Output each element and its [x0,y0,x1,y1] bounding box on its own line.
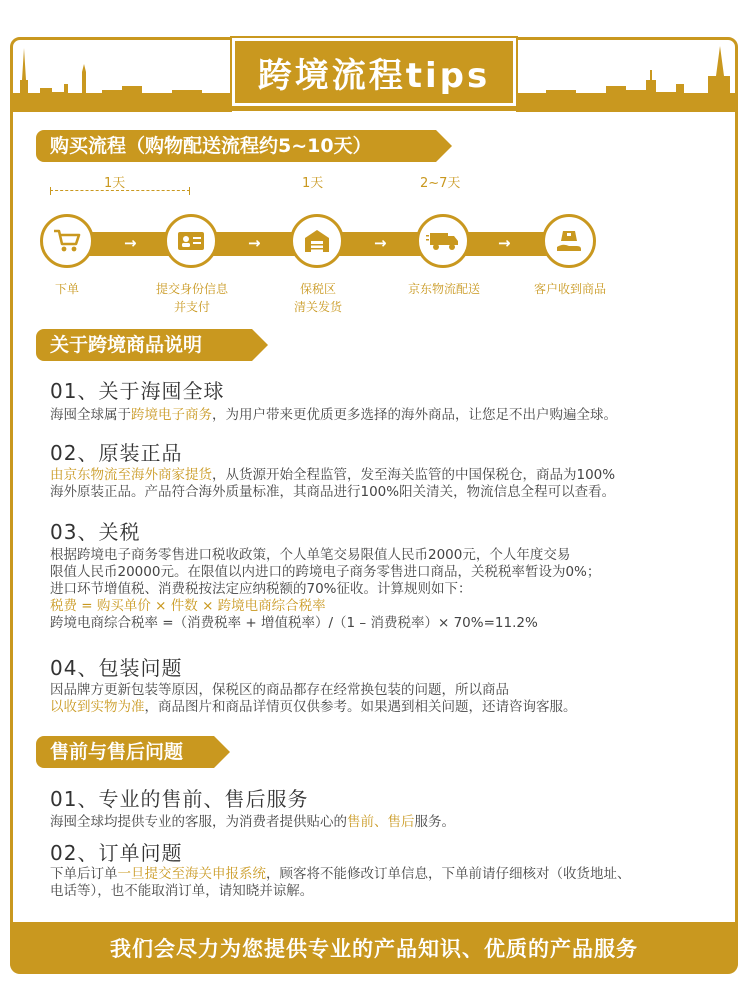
item-paragraph [50,866,631,900]
para-line: 海囤全球属于跨境电子商务，为用户带来更优质更多选择的海外商品，让您足不出户购遍全球。 [50,407,617,423]
para-line: 海囤全球均提供专业的客服，为消费者提供贴心的售前、售后服务。 [50,814,455,830]
para-line: 由京东物流至海外商家提货，从货源开始全程监管，发至海关监管的中国保税仓，商品为100% [50,467,616,483]
section-heading-after-sales: 售前与售后问题 [36,736,214,768]
item-paragraph [50,407,617,424]
item-title: 04、包装问题 [50,656,183,680]
item-paragraph [50,682,577,716]
step-circle-delivery [416,214,470,268]
flow-arrow: → [498,234,511,252]
flow-arrow: → [124,234,137,252]
footer-banner: 我们会尽力为您提供专业的产品知识、优质的产品服务 [10,922,738,974]
cart-icon [52,227,82,255]
item-paragraph [50,814,455,831]
para-line: 根据跨境电子商务零售进口税收政策，个人单笔交易限值人民币2000元，个人年度交易 [50,547,571,563]
para-line: 下单后订单一旦提交至海关申报系统，顾客将不能修改订单信息，下单前请仔细核对（收货地址、 [50,866,631,882]
page-title: 跨境流程tips [232,38,516,106]
step-label-received: 客户收到商品 [533,282,606,296]
para-line: 跨境电商综合税率 =（消费税率 + 增值税率）/（1 – 消费税率）× 70%=11.2% [50,615,538,631]
item-title: 03、关税 [50,520,141,544]
truck-icon [426,230,460,252]
step-label-delivery: 京东物流配送 [407,282,480,296]
para-line: 税费 = 购买单价 × 件数 × 跨境电商综合税率 [50,598,326,614]
step-circle-order [40,214,94,268]
duration-label: 2~7天 [420,176,461,191]
warehouse-icon [303,228,331,254]
item-paragraph [50,467,615,501]
flow-arrow: → [374,234,387,252]
package-receive-icon [555,227,583,255]
item-title: 02、原装正品 [50,441,183,465]
duration-label: 1天 [104,176,126,191]
step-circle-bonded [290,214,344,268]
step-label-order: 下单 [54,282,79,296]
flow-arrow: → [248,234,261,252]
para-line: 因品牌方更新包装等原因，保税区的商品都存在经常换包装的问题，所以商品 [50,682,509,698]
para-line: 以收到实物为准，商品图片和商品详情页仅供参考。如果遇到相关问题，还请咨询客服。 [50,699,577,715]
item-paragraph [50,547,600,632]
id-card-icon [176,229,206,253]
section-heading-cross-border-goods: 关于跨境商品说明 [36,329,252,361]
step-circle-received [542,214,596,268]
step-label-identity: 提交身份信息 并支付 [155,282,228,314]
item-title: 02、订单问题 [50,841,183,865]
step-label-bonded: 保税区 清关发货 [293,282,342,314]
item-title: 01、专业的售前、售后服务 [50,787,309,811]
step-circle-identity [164,214,218,268]
para-line: 海外原装正品。产品符合海外质量标准，其商品进行100%阳关清关，物流信息全程可以查看。 [50,484,616,500]
para-line: 限值人民币20000元。在限值以内进口的跨境电子商务零售进口商品，关税税率暂设为0%； [50,564,601,580]
item-title: 01、关于海囤全球 [50,379,225,403]
section-heading-purchase-flow: 购买流程（购物配送流程约5~10天） [36,130,436,162]
para-line: 进口环节增值税、消费税按法定应纳税额的70%征收。计算规则如下： [50,581,472,597]
para-line: 电话等），也不能取消订单，请知晓并谅解。 [50,883,314,899]
duration-label: 1天 [302,176,324,191]
